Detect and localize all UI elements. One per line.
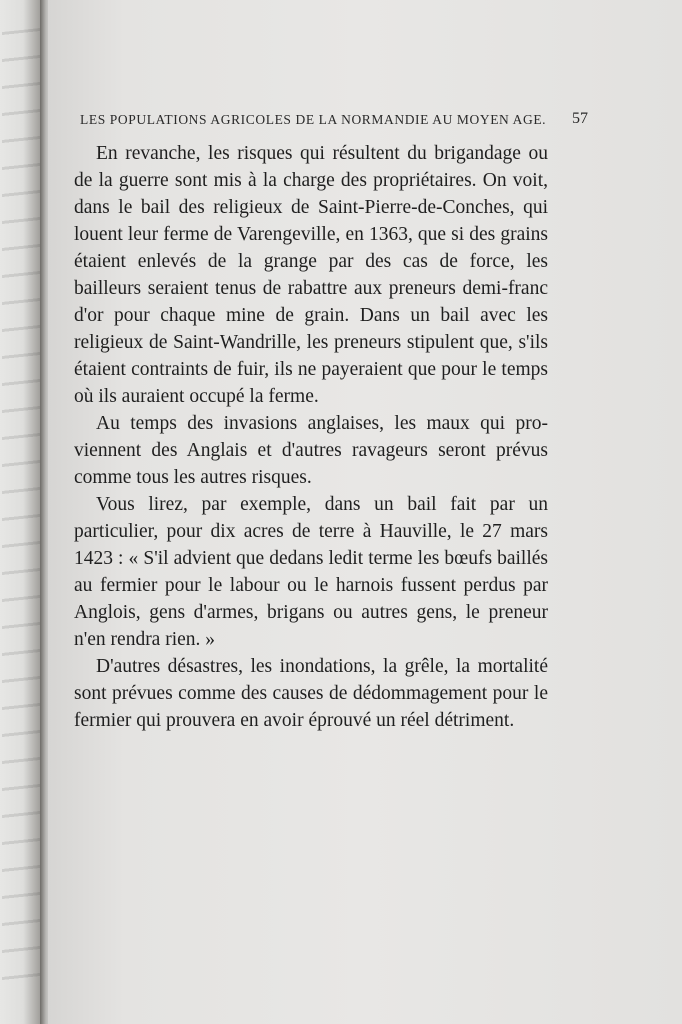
running-header-title: LES POPULATIONS AGRICOLES DE LA NORMANDIE AU MOYEN AGE. [80, 112, 547, 127]
paragraph: D'autres désastres, les inondations, la grêle, la mortalité sont prévues comme des causes de dédommagement pour le fermier qui prouvera en avoir éprouvé un réel détriment. [74, 656, 548, 731]
paragraph: Au temps des invasions anglaises, les maux qui proviennent des Anglais et d'autres ravageurs seront prévus comme tous les autres risques. [74, 413, 548, 488]
facing-page-edge [0, 0, 42, 1024]
page-number: 57 [572, 110, 588, 127]
facing-page-text-bleed [2, 28, 40, 992]
page-body [74, 140, 548, 734]
running-header [80, 112, 588, 134]
paragraph: En revanche, les risques qui résultent du brigandage ou de la guerre sont mis à la charge des propriétaires. On voit, dans le bail des religieux de Saint-Pierre-de-Conches, qui louent leur ferme de Varengeville, en 1363, que si des grains étaient enlevés de la grange par des cas de force, les bailleurs seraient tenus de rabattre aux preneurs demi-franc d'or pour chaque mine de grain. Dans un bail avec les religieux de Saint-Wandrille, les preneurs stipulent que, s'ils étaient contraints de fuir, ils ne payeraient que pour le temps où ils auraient occupé la ferme. [74, 143, 548, 407]
paragraph: Vous lirez, par exemple, dans un bail fait par un particulier, pour dix acres de terre à Hauville, le 27 mars 1423 : « S'il advient que dedans ledit terme les bœufs baillés au fermier pour le labour ou le harnois fussent perdus par Anglois, gens d'armes, brigans ou autres gens, le preneur n'en rendra rien. » [74, 494, 548, 650]
